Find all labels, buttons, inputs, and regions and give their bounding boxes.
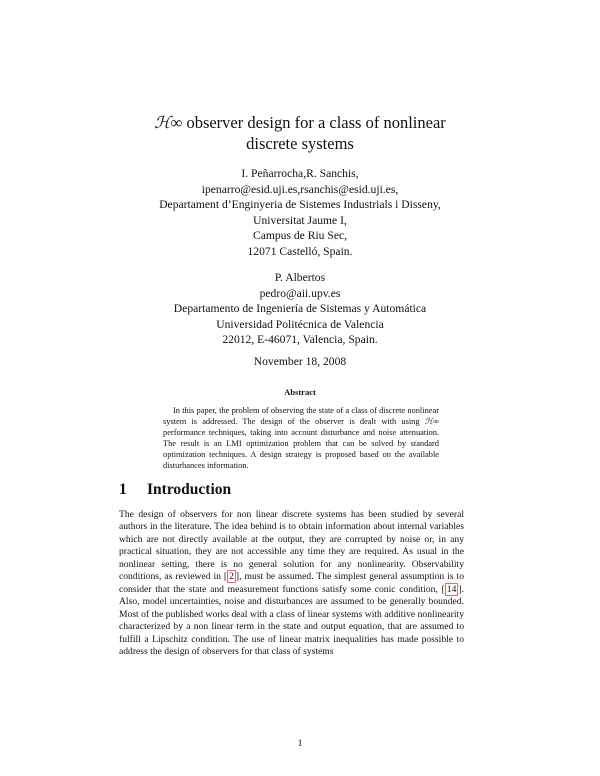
citation-link[interactable]: 14 bbox=[446, 583, 457, 595]
author-emails: ipenarro@esid.uji.es,rsanchis@esid.uji.es, bbox=[201, 182, 399, 196]
author-names: P. Albertos bbox=[274, 271, 326, 284]
author-city: 12071 Castelló, Spain. bbox=[247, 244, 353, 258]
section-number: 1 bbox=[119, 481, 127, 498]
paper-date: November 18, 2008 bbox=[253, 355, 347, 368]
section-title: Introduction bbox=[147, 481, 232, 498]
introduction-paragraph: The design of observers for non linear discrete systems has been studied by several authors in the literature. The idea behind is to obtain information about internal variables which are not directly available at the output, they are corrupted by noise or, in any practical situation, they are not accessible any time they are required. As usual in the nonlinear setting, there is no general solution for any nonlinearity. Observability conditions, as reviewed in [ 2 ], must be assumed. The simplest general assumption is to consider that the state and measurement functions satisfy some conic condition, [ 14 ]. Also, model uncertainties, noise and disturbances are assumed to be generally bounded. Most of the published works deal with a class of linear systems with additive nonlinearity characterized by a non linear term in the state and output equation, that are assumed to fulfill a Lipschitz condition. The use of linear matrix inequalities has made possible to address the design of observers for that class of systems bbox=[119, 509, 464, 657]
author-block-1 bbox=[100, 166, 500, 260]
author-city: 22012, E-46071, Valencia, Spain. bbox=[222, 333, 378, 347]
author-email: pedro@aii.upv.es bbox=[259, 286, 341, 300]
author-campus: Campus de Riu Sec, bbox=[252, 229, 348, 243]
title-line2: discrete systems bbox=[246, 134, 354, 153]
paragraph-text: . Also, model uncertainties, noise and disturbances are assumed to be generally bounded. Most of the published works deal with a class of linear systems with additive nonlinearity characterized by a non linear term in the state and output equation, that are assumed to fulfill a Lipschitz condition. The use of linear matrix inequalities has made possible to address the design of observers for that class of systems bbox=[119, 583, 464, 657]
abstract-text-part: In this paper, the problem of observing the state of a class of discrete nonlinear system is addressed. The design of the observer is dealt with using bbox=[163, 406, 439, 427]
h-infinity-symbol: ℋ∞ bbox=[154, 113, 183, 132]
author-block-2 bbox=[100, 270, 500, 348]
paragraph-text: , must be assumed. The simplest general assumption is to consider that the state and measurement functions satisfy some conic condition, bbox=[119, 571, 464, 595]
citation-link[interactable]: 2 bbox=[229, 571, 234, 583]
page-number: 1 bbox=[297, 738, 303, 749]
abstract-text bbox=[163, 405, 439, 472]
author-department: Departamento de Ingeniería de Sistemas y Automática bbox=[173, 302, 427, 316]
author-university: Universitat Jaume I, bbox=[253, 213, 347, 227]
section-heading bbox=[119, 481, 231, 499]
h-infinity-symbol: ℋ∞ bbox=[424, 417, 439, 427]
author-names: I. Peñarrocha,R. Sanchis, bbox=[241, 167, 359, 180]
paragraph-text: The design of observers for non linear discrete systems has been studied by several authors in the literature. The idea behind is to obtain information about internal variables which are not directly available at the output, they are corrupted by noise or, in any practical situation, they are not accessible any time they are required. As usual in the nonlinear setting, there is no general solution for any nonlinearity. Observability conditions, as reviewed in bbox=[119, 509, 464, 583]
paper-title bbox=[100, 112, 500, 154]
abstract-text-part: performance techniques, taking into account disturbance and noise attenuation. The result is an LMI optimization problem that can be solved by standard optimization techniques. A design strategy is proposed based on the available disturbances information. bbox=[163, 428, 439, 471]
abstract-heading: Abstract bbox=[284, 387, 316, 397]
author-university: Universidad Politécnica de Valencia bbox=[216, 317, 384, 331]
title-line1: observer design for a class of nonlinear bbox=[182, 113, 446, 132]
author-department: Departament d’Enginyeria de Sistemes Industrials i Disseny, bbox=[159, 198, 441, 212]
